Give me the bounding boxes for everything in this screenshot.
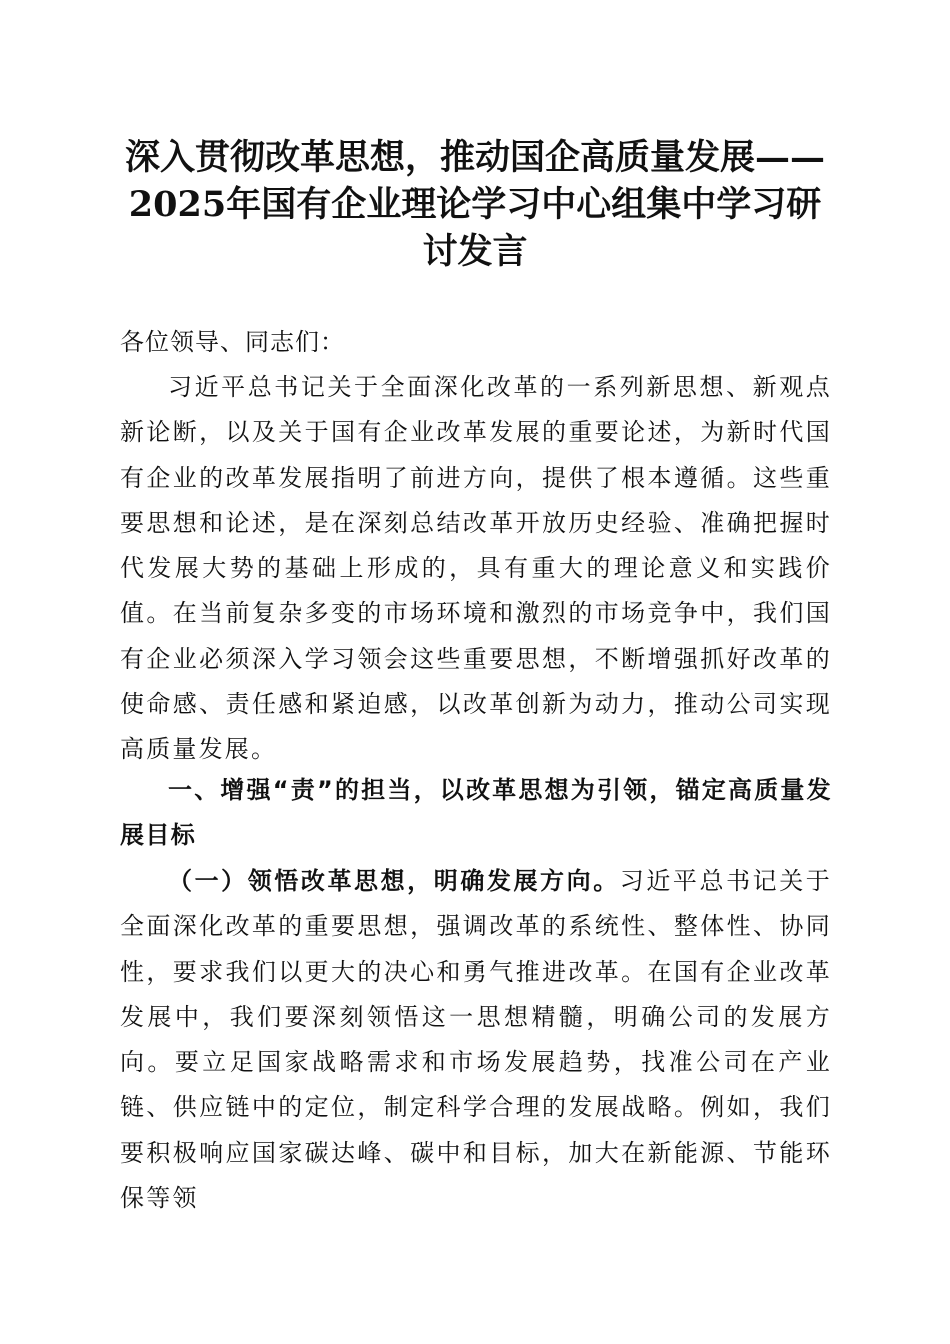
title-line-2: 2025年国有企业理论学习中心组集中学习研 — [128, 184, 822, 225]
title-line-3: 讨发言 — [422, 231, 528, 272]
subsection-1-paragraph — [120, 858, 832, 1221]
document-title — [110, 134, 840, 275]
subsection-1-lead: （一）领悟改革思想，明确发展方向。 — [168, 866, 620, 895]
section-1-heading: 一、增强“责”的担当，以改革思想为引领，锚定高质量发展目标 — [120, 776, 832, 850]
salutation: 各位领导、同志们： — [120, 328, 345, 356]
intro-paragraph: 习近平总书记关于全面深化改革的一系列新思想、新观点新论断，以及关于国有企业改革发展的重要论述，为新时代国有企业的改革发展指明了前进方向，提供了根本遵循。这些重要思想和论述，是在深刻总结改革开放历史经验、准确把握时代发展大势的基础上形成的，具有重大的理论意义和实践价值。在当前复杂多变的市场环境和激烈的市场竞争中，我们国有企业必须深入学习领会这些重要思想，不断增强抓好改革的使命感、责任感和紧迫感，以改革创新为动力，推动公司实现高质量发展。 — [120, 373, 832, 764]
subsection-1-text: 习近平总书记关于全面深化改革的重要思想，强调改革的系统性、整体性、协同性，要求我们以更大的决心和勇气推进改革。在国有企业改革发展中，我们要深刻领悟这一思想精髓，明确公司的发展方向。要立足国家战略需求和市场发展趋势，找准公司在产业链、供应链中的定位，制定科学合理的发展战略。例如，我们要积极响应国家碳达峰、碳中和目标，加大在新能源、节能环保等领 — [120, 867, 832, 1213]
title-line-1: 深入贯彻改革思想，推动国企高质量发展—— — [124, 137, 825, 178]
